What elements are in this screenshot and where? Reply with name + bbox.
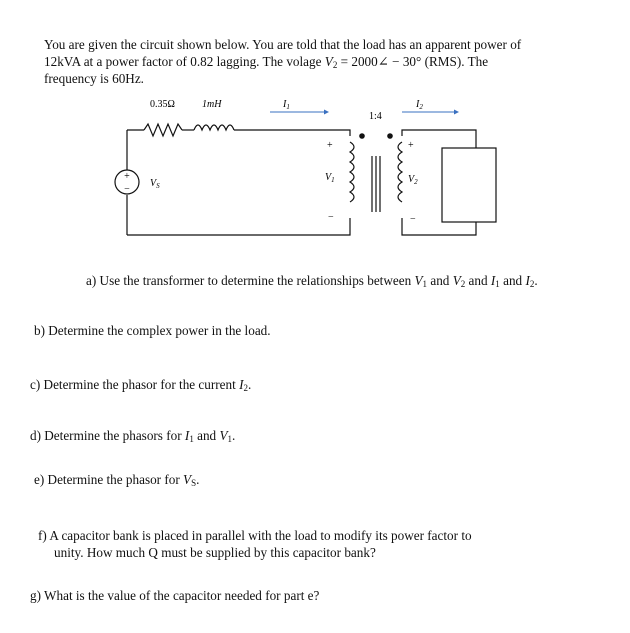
bottom-wire xyxy=(127,218,350,235)
source-minus: − xyxy=(124,184,130,195)
secondary-coil-icon xyxy=(398,142,402,202)
inductor-icon xyxy=(194,125,234,130)
secondary-dot-icon xyxy=(387,133,393,139)
source-plus: + xyxy=(124,171,130,182)
primary-dot-icon xyxy=(359,133,365,139)
primary-coil-icon xyxy=(350,142,354,202)
top-wire xyxy=(234,130,350,136)
intro-line-2-value: = 2000∠ − 30° (RMS). The xyxy=(337,54,489,69)
question-b: b) Determine the complex power in the load. xyxy=(34,323,271,338)
vs-label: $V_S$ xyxy=(150,178,160,190)
v1-minus: − xyxy=(328,212,334,223)
resistor-icon xyxy=(144,124,182,136)
problem-intro xyxy=(44,36,604,87)
question-c: c) Determine the phasor for the current $I_2$. xyxy=(30,377,252,393)
question-d: d) Determine the phasors for $I_1$ and $V_1$. xyxy=(30,428,236,444)
v1-label: $V_1$ xyxy=(325,172,335,184)
v2-plus: + xyxy=(408,140,414,151)
resistor-label: 0.35Ω xyxy=(150,99,175,110)
question-e: e) Determine the phasor for $V_S$. xyxy=(34,472,200,488)
i2-label: $I_2$ xyxy=(416,99,423,111)
v2-subscript: 2 xyxy=(332,60,338,70)
v2-symbol: V xyxy=(324,54,333,69)
question-a: a) Use the transformer to determine the relationships between $V_1$ and $V_2$ and $I_1$ and $I_2$. xyxy=(86,273,538,289)
i1-label: $I_1$ xyxy=(283,99,290,111)
intro-line-2 xyxy=(44,53,604,70)
question-f: f) A capacitor bank is placed in parallel with the load to modify its power factor to unity. How much Q must be supplied by this capacitor bank? xyxy=(38,528,472,560)
intro-line-2-text: 12kVA at a power factor of 0.82 lagging. The volage xyxy=(44,54,325,69)
v2-label: $V_2$ xyxy=(408,174,418,186)
v1-plus: + xyxy=(327,140,333,151)
inductor-label: 1mH xyxy=(202,99,222,110)
circuit-diagram xyxy=(0,90,630,340)
intro-line-3: frequency is 60Hz. xyxy=(44,71,144,86)
v2-minus: − xyxy=(410,214,416,225)
intro-line-1: You are given the circuit shown below. You are told that the load has an apparent power of xyxy=(44,37,522,52)
question-g: g) What is the value of the capacitor needed for part e? xyxy=(30,588,320,603)
ratio-label: 1:4 xyxy=(369,111,382,122)
transformer-core xyxy=(372,156,380,212)
load-box xyxy=(442,148,496,222)
